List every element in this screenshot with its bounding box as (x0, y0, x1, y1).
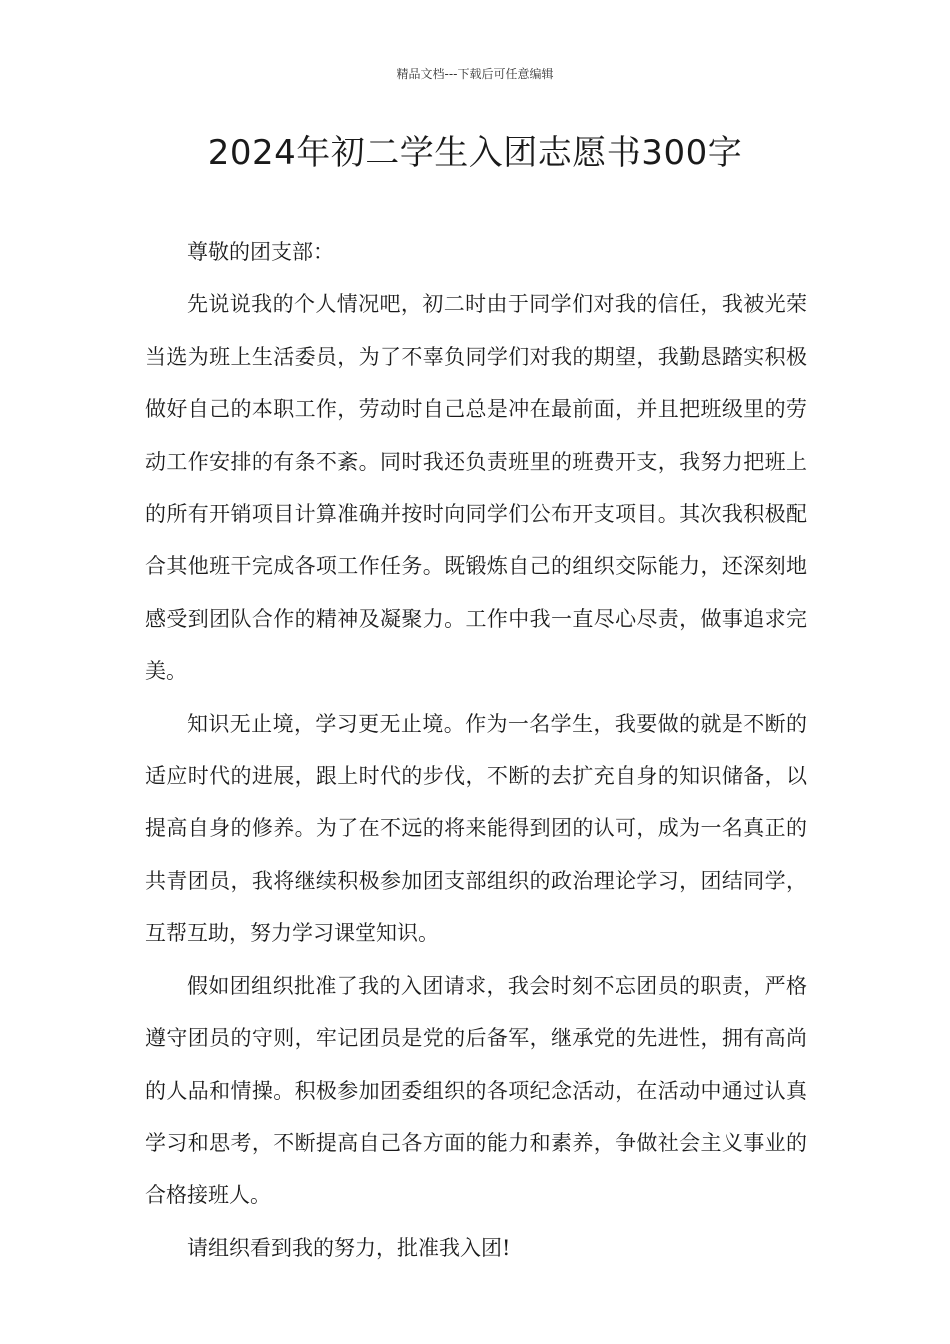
header-note: 精品文档---下载后可任意编辑 (396, 67, 554, 81)
salutation: 尊敬的团支部： (187, 240, 334, 264)
paragraph-commitment: 假如团组织批准了我的入团请求，我会时刻不忘团员的职责，严格遵守团员的守则，牢记团员是党的后备军，继承党的先进性，拥有高尚的人品和情操。积极参加团委组织的各项纪念活动，在活动中通过认真学习和思考，不断提高自己各方面的能力和素养，争做社会主义事业的合格接班人。 (145, 973, 807, 1208)
paragraph-personal-situation: 先说说我的个人情况吧，初二时由于同学们对我的信任，我被光荣当选为班上生活委员，为了不辜负同学们对我的期望，我勤恳踏实积极做好自己的本职工作，劳动时自己总是冲在最前面，并且把班级里的劳动工作安排的有条不紊。同时我还负责班里的班费开支，我努力把班上的所有开销项目计算准确并按时向同学们公布开支项目。其次我积极配合其他班干完成各项工作任务。既锻炼自己的组织交际能力，还深刻地感受到团队合作的精神及凝聚力。工作中我一直尽心尽责，做事追求完美。 (145, 292, 807, 684)
document-title: 2024年初二学生入团志愿书300字 (207, 133, 743, 173)
paragraph-closing: 请组织看到我的努力，批准我入团! (187, 1235, 511, 1260)
document-body (145, 226, 807, 1274)
paragraph-learning: 知识无止境，学习更无止境。作为一名学生，我要做的就是不断的适应时代的进展，跟上时代的步伐，不断的去扩充自身的知识储备，以提高自身的修养。为了在不远的将来能得到团的认可，成为一名真正的共青团员，我将继续积极参加团支部组织的政治理论学习，团结同学，互帮互助，努力学习课堂知识。 (145, 711, 807, 946)
